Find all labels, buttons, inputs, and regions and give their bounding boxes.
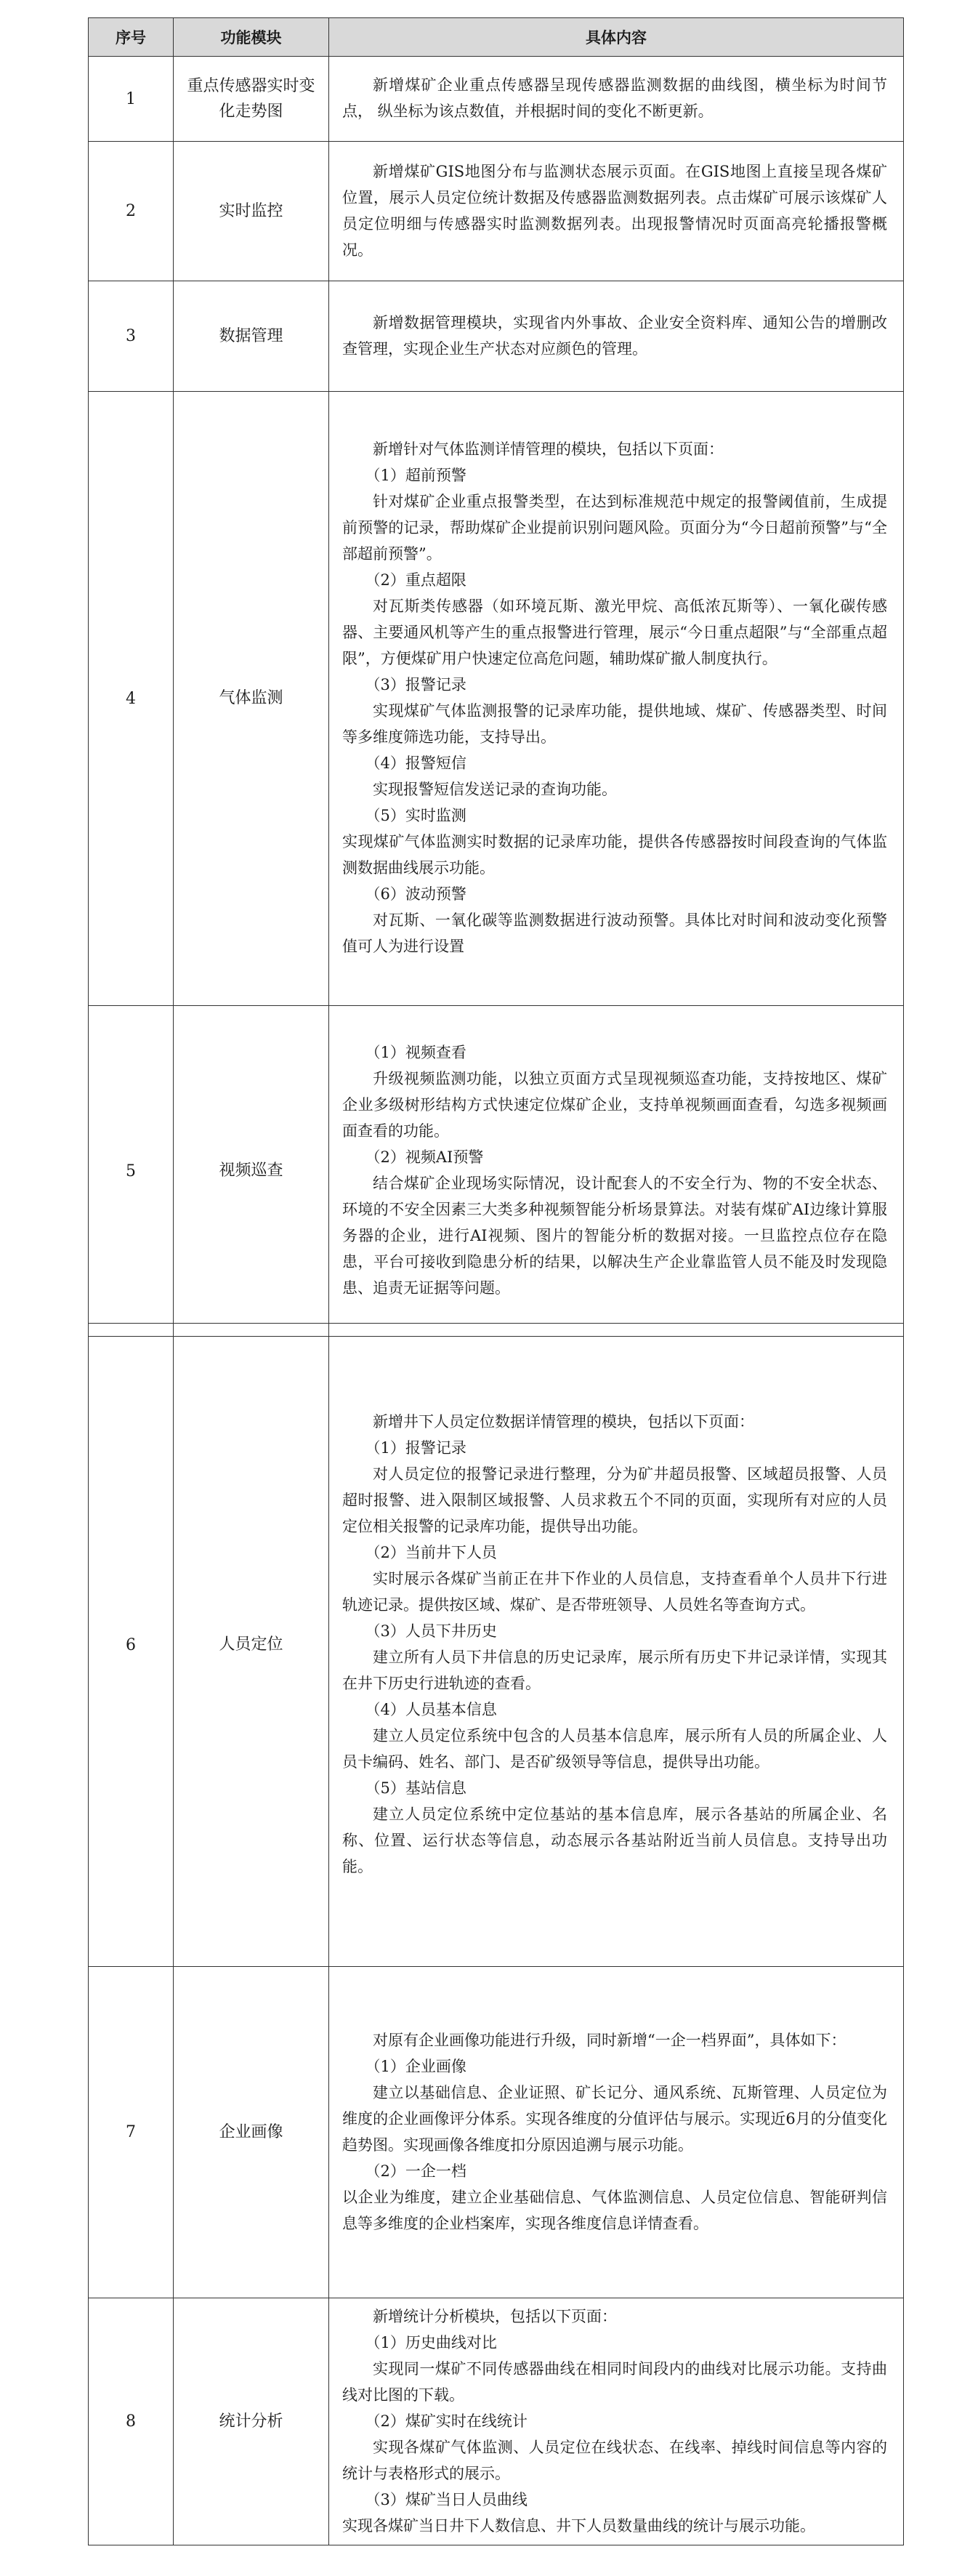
row-module: 实时监控 — [174, 142, 329, 281]
row-content — [329, 57, 904, 142]
content-paragraph: 新增煤矿GIS地图分布与监测状态展示页面。在GIS地图上直接呈现各煤矿位置，展示人员定位统计数据及传感器监测数据列表。点击煤矿可展示该煤矿人员定位明细与传感器实时监测数据列表。出现报警情况时页面高亮轮播报警概况。 — [342, 162, 887, 259]
row-number: 3 — [89, 281, 174, 392]
row-module: 人员定位 — [174, 1324, 329, 1967]
row-number: 5 — [89, 1006, 174, 1337]
content-subheading: （2）当前井下人员 — [365, 1544, 497, 1561]
content-paragraph: 实现煤矿气体监测报警的记录库功能，提供地域、煤矿、传感器类型、时间等多维度筛选功能，支持导出。 — [342, 702, 887, 746]
table-row — [89, 281, 904, 392]
content-paragraph: 实现同一煤矿不同传感器曲线在相同时间段内的曲线对比展示功能。支持曲线对比图的下载。 — [342, 2359, 887, 2404]
row-number: 7 — [89, 1967, 174, 2298]
content-subheading: （2）重点超限 — [365, 571, 466, 589]
content-paragraph: 建立所有人员下井信息的历史记录库，展示所有历史下井记录详情，实现其在井下历史行进轨迹的查看。 — [342, 1649, 887, 1692]
content-subheading: （3）煤矿当日人员曲线 — [365, 2490, 528, 2508]
row-module: 视频巡查 — [174, 1006, 329, 1337]
row-content — [329, 392, 904, 1006]
content-paragraph: 对原有企业画像功能进行升级，同时新增“一企一档界面”，具体如下： — [373, 2031, 846, 2049]
content-paragraph: 建立人员定位系统中包含的人员基本信息库，展示所有人员的所属企业、人员卡编码、姓名、部门、是否矿级领导等信息，提供导出功能。 — [342, 1727, 887, 1771]
content-subheading: （6）波动预警 — [365, 885, 466, 903]
table-row — [89, 1006, 904, 1337]
row-content — [329, 1967, 904, 2298]
content-paragraph: 建立以基础信息、企业证照、矿长记分、通风系统、瓦斯管理、人员定位为维度的企业画像评分体系。实现各维度的分值评估与展示。实现近6月的分值变化趋势图。实现画像各维度扣分原因追溯与展示功能。 — [342, 2083, 887, 2154]
table-row — [89, 1324, 904, 1967]
function-table-part-2 — [88, 1323, 904, 2545]
content-paragraph: 建立人员定位系统中定位基站的基本信息库，展示各基站的所属企业、名称、位置、运行状态等信息，动态展示各基站附近当前人员信息。支持导出功能。 — [342, 1806, 887, 1875]
content-paragraph: 以企业为维度，建立企业基础信息、气体监测信息、人员定位信息、智能研判信息等多维度的企业档案库，实现各维度信息详情查看。 — [342, 2188, 887, 2232]
content-subheading: （1）企业画像 — [365, 2057, 466, 2075]
content-paragraph: 对人员定位的报警记录进行整理，分为矿井超员报警、区域超员报警、人员超时报警、进入限制区域报警、人员求救五个不同的页面，实现所有对应的人员定位相关报警的记录库功能，提供导出功能。 — [342, 1465, 887, 1535]
table-row — [89, 1967, 904, 2298]
content-paragraph: 实现煤矿气体监测实时数据的记录库功能，提供各传感器按时间段查询的气体监测数据曲线展示功能。 — [342, 833, 887, 877]
table-header-row — [89, 18, 904, 57]
row-content — [329, 1006, 904, 1337]
content-subheading: （1）视频查看 — [365, 1044, 466, 1061]
content-paragraph: 新增数据管理模块，实现省内外事故、企业安全资料库、通知公告的增删改查管理，实现企业生产状态对应颜色的管理。 — [342, 313, 887, 358]
header-no: 序号 — [89, 18, 174, 57]
content-paragraph: 结合煤矿企业现场实际情况，设计配套人的不安全行为、物的不安全状态、环境的不安全因素三大类多种视频智能分析场景算法。对装有煤矿AI边缘计算服务器的企业，进行AI视频、图片的智能分析的数据对接。一旦监控点位存在隐患，平台可接收到隐患分析的结果，以解决生产企业靠监管人员不能及时发现隐患、追责无证据等问题。 — [342, 1175, 887, 1297]
content-subheading: （5）基站信息 — [365, 1779, 466, 1797]
content-subheading: （1）报警记录 — [365, 1439, 466, 1457]
content-subheading: （2）视频AI预警 — [365, 1148, 484, 1166]
table-row — [89, 57, 904, 142]
content-subheading: （3）报警记录 — [365, 676, 466, 693]
row-module: 数据管理 — [174, 281, 329, 392]
content-paragraph: 新增煤矿企业重点传感器呈现传感器监测数据的曲线图，横坐标为时间节点， 纵坐标为该点数值，并根据时间的变化不断更新。 — [342, 76, 887, 120]
row-number: 2 — [89, 142, 174, 281]
content-paragraph: 实现各煤矿气体监测、人员定位在线状态、在线率、掉线时间信息等内容的统计与表格形式的展示。 — [342, 2438, 887, 2482]
content-subheading: （3）人员下井历史 — [365, 1622, 497, 1640]
row-number: 8 — [89, 2298, 174, 2545]
content-paragraph: 升级视频监测功能，以独立页面方式呈现视频巡查功能，支持按地区、煤矿企业多级树形结构方式快速定位煤矿企业，支持单视频画面查看，勾选多视频画面查看的功能。 — [342, 1070, 887, 1140]
content-subheading: （5）实时监测 — [365, 807, 466, 824]
row-number: 6 — [89, 1324, 174, 1967]
content-paragraph: 新增统计分析模块，包括以下页面： — [373, 2307, 617, 2325]
row-content — [329, 281, 904, 392]
content-subheading: （2）一企一档 — [365, 2162, 466, 2180]
header-content: 具体内容 — [329, 18, 904, 57]
content-paragraph: 实现各煤矿当日井下人数信息、井下人员数量曲线的统计与展示功能。 — [342, 2516, 815, 2535]
content-subheading: （1）历史曲线对比 — [365, 2333, 497, 2351]
content-paragraph: 针对煤矿企业重点报警类型，在达到标准规范中规定的报警阈值前，生成提前预警的记录，帮助煤矿企业提前识别问题风险。页面分为“今日超前预警”与“全部超前预警”。 — [342, 493, 887, 563]
row-content — [329, 1324, 904, 1967]
content-subheading: （2）煤矿实时在线统计 — [365, 2412, 528, 2430]
content-paragraph: 对瓦斯类传感器（如环境瓦斯、激光甲烷、高低浓瓦斯等）、一氧化碳传感器、主要通风机等产生的重点报警进行管理，展示“今日重点超限”与“全部重点超限”，方便煤矿用户快速定位高危问题，辅助煤矿撤人制度执行。 — [342, 597, 887, 667]
table-row — [89, 2298, 904, 2545]
row-module: 重点传感器实时变化走势图 — [174, 57, 329, 142]
content-subheading: （4）人员基本信息 — [365, 1701, 497, 1718]
row-content — [329, 2298, 904, 2545]
row-module: 企业画像 — [174, 1967, 329, 2298]
content-subheading: （4）报警短信 — [365, 754, 466, 772]
row-number: 4 — [89, 392, 174, 1006]
content-paragraph: 对瓦斯、一氧化碳等监测数据进行波动预警。具体比对时间和波动变化预警值可人为进行设置 — [342, 911, 887, 955]
content-paragraph: 实时展示各煤矿当前正在井下作业的人员信息，支持查看单个人员井下行进轨迹记录。提供按区域、煤矿、是否带班领导、人员姓名等查询方式。 — [342, 1570, 887, 1614]
content-paragraph: 新增针对气体监测详情管理的模块，包括以下页面： — [373, 440, 724, 458]
row-number: 1 — [89, 57, 174, 142]
content-paragraph: 新增井下人员定位数据详情管理的模块，包括以下页面： — [373, 1413, 754, 1430]
header-module: 功能模块 — [174, 18, 329, 57]
table-row — [89, 392, 904, 1006]
content-subheading: （1）超前预警 — [365, 467, 466, 484]
content-paragraph: 实现报警短信发送记录的查询功能。 — [373, 781, 617, 798]
function-table-part-1 — [88, 17, 904, 1337]
table-row — [89, 142, 904, 281]
row-module: 气体监测 — [174, 392, 329, 1006]
row-content — [329, 142, 904, 281]
row-module: 统计分析 — [174, 2298, 329, 2545]
